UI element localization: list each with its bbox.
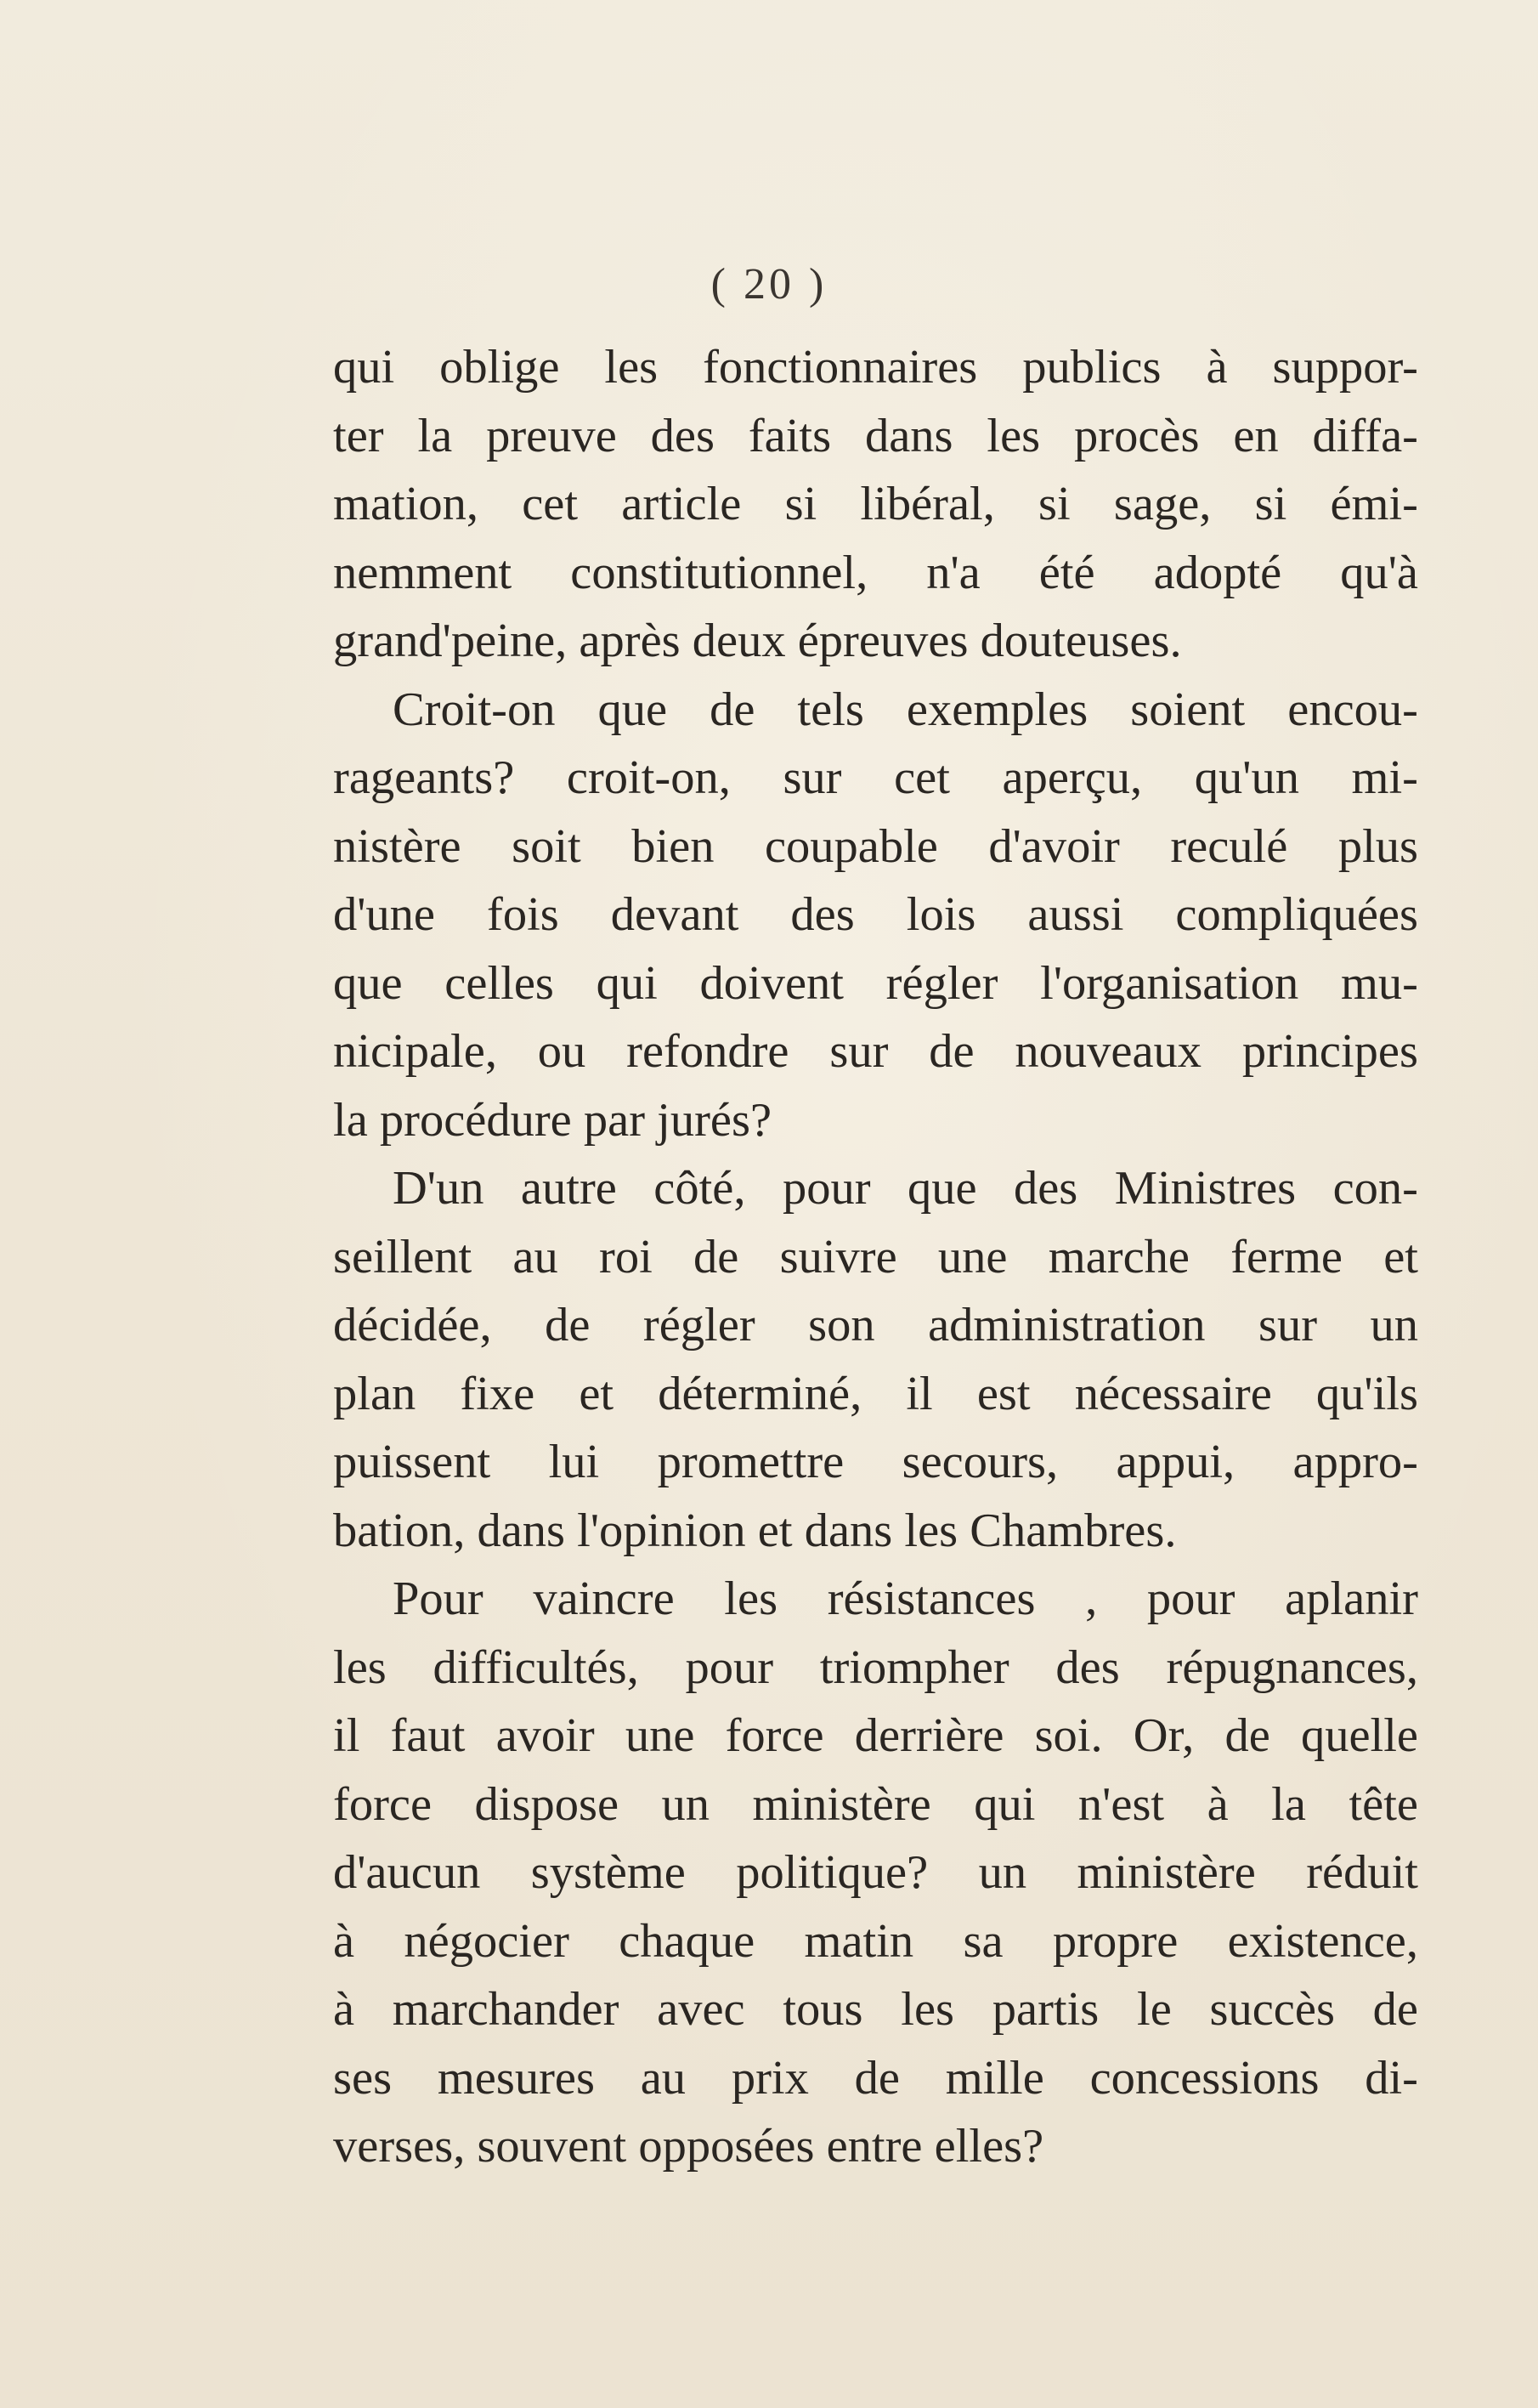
text-line: que celles qui doivent régler l'organisation mu-	[333, 956, 1418, 1010]
text-line: la procédure par jurés?	[333, 1093, 772, 1147]
text-line: mation, cet article si libéral, si sage, si émi-	[333, 478, 1418, 530]
text-line: ter la preuve des faits dans les procès en diffa-	[333, 409, 1418, 462]
text-line: force dispose un ministère qui n'est à la tête	[333, 1777, 1418, 1831]
text-line: à négocier chaque matin sa propre existence,	[333, 1914, 1418, 1968]
text-line: verses, souvent opposées entre elles?	[333, 2120, 1044, 2173]
text-line: qui oblige les fonctionnaires publics à suppor-	[333, 341, 1418, 394]
text-line: nistère soit bien coupable d'avoir reculé plus	[333, 819, 1418, 873]
text-line: plan fixe et déterminé, il est nécessaire qu'ils	[333, 1367, 1418, 1420]
text-line: d'une fois devant des lois aussi compliquées	[333, 888, 1418, 941]
text-line: D'un autre côté, pour que des Ministres con-	[393, 1162, 1418, 1215]
text-line: nemment constitutionnel, n'a été adopté qu'à	[333, 546, 1418, 599]
text-line: à marchander avec tous les partis le succès de	[333, 1983, 1418, 2036]
text-line: d'aucun système politique? un ministère réduit	[333, 1846, 1418, 1899]
text-line: seillent au roi de suivre une marche ferme et	[333, 1230, 1418, 1283]
text-line: grand'peine, après deux épreuves douteuses.	[333, 615, 1182, 667]
text-line: ses mesures au prix de mille concessions di-	[333, 2051, 1418, 2105]
text-line: les difficultés, pour triompher des répugnances,	[333, 1640, 1418, 1694]
body-text	[333, 333, 1418, 2181]
text-line: Croit-on que de tels exemples soient encou-	[393, 683, 1418, 736]
text-line: Pour vaincre les résistances , pour aplanir	[393, 1572, 1418, 1625]
text-line: nicipale, ou refondre sur de nouveaux principes	[333, 1025, 1418, 1078]
text-line: décidée, de régler son administration sur un	[333, 1299, 1418, 1351]
page-number: ( 20 )	[710, 260, 828, 309]
text-line: bation, dans l'opinion et dans les Chambres.	[333, 1504, 1177, 1557]
text-line: rageants? croit-on, sur cet aperçu, qu'un mi-	[333, 751, 1418, 804]
text-line: puissent lui promettre secours, appui, appro-	[333, 1436, 1418, 1488]
text-line: il faut avoir une force derrière soi. Or, de quelle	[333, 1709, 1418, 1762]
